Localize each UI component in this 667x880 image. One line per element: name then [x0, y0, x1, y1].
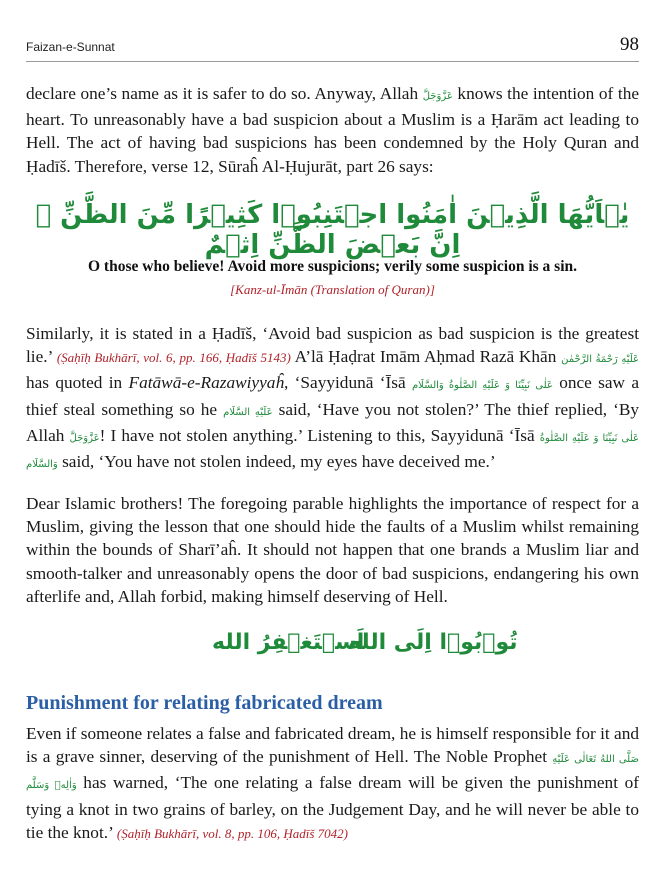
dua-tubu-ilallah: تُوۡبُوۡا اِلَى الله: [348, 630, 518, 655]
hadith-text-7: ! I have not stolen anything.’ Listening to this, Sayyidunā ‘Īsā: [99, 425, 535, 445]
brothers-paragraph: Dear Islamic brothers! The foregoing parable highlights the importance of respect for a Muslim, giving the lesson that one should hide the faults of a Muslim whilst remaining within the bounds of Sharī’aĥ. It should not happen that one brands a Muslim liar and smooth-talker and unreasonably opens the door of bad suspicions, endangering his own afterlife and, Allah forbid, making himself deserving of Hell.: [26, 494, 639, 606]
intro-paragraph: [26, 82, 639, 178]
hadith-text-8: said, ‘You have not stolen indeed, my eyes have deceived me.’: [62, 452, 496, 472]
hadith-reference: (Ṣaḥīḥ Bukhārī, vol. 6, pp. 166, Ḥadīš 5143): [56, 350, 291, 366]
intro-text-1: declare one’s name as it is safer to do so. Anyway, Allah: [26, 84, 419, 103]
honorific-azzawajal: عَزَّوَجَلَّ: [422, 91, 453, 102]
honorific-azzawajal-2: عَزَّوَجَلَّ: [69, 432, 100, 444]
honorific-salam-long: عَلٰى نَبِيِّنَا وَ عَلَيْهِ الصَّلٰوةُ وَالسَّلَام: [411, 380, 553, 392]
header-rule: [26, 61, 639, 62]
dua-astaghfirullah: اَسۡتَغۡفِرُ الله: [212, 630, 365, 655]
honorific-salawat: صَلَّى اللهُ تَعَالٰى عَلَيْهِ وَاٰلِهٖ وَسَلَّم: [26, 754, 639, 792]
section-heading: Punishment for relating fabricated dream: [26, 692, 383, 714]
punishment-reference: (Ṣaḥīḥ Bukhārī, vol. 8, pp. 106, Ḥadīš 7042): [116, 825, 348, 841]
hadith-text-6: said, ‘Have you not stolen?’ The thief replied, ‘By Allah: [26, 399, 640, 445]
verse-citation: [Kanz-ul-Īmān (Translation of Quran)]: [230, 282, 435, 297]
hadith-text-2: A’lā Ḥaḍrat Imām Aḥmad Razā Khān: [294, 347, 557, 367]
punishment-paragraph: [26, 722, 639, 845]
dua-row: [26, 630, 639, 670]
hadith-text-3: has quoted in: [26, 373, 123, 393]
hadith-paragraph: [26, 322, 639, 476]
hadith-text-5: once saw a thief steal something so he: [26, 373, 640, 419]
honorific-salam-long-2: عَلٰى نَبِيِّنَا وَ عَلَيْهِ الصَّلٰوةُ وَالسَّلَام: [26, 432, 639, 471]
quran-verse-arabic: يٰۤاَيُّهَا الَّذِيۡنَ اٰمَنُوا اجۡتَنِبُوۡا كَثِيۡرًا مِّنَ الظَّنِّ ۫ اِنَّ بَعۡضَ الظَّنِّ اِثۡمٌ: [35, 200, 630, 260]
punishment-text-1: Even if someone relates a false and fabricated dream, he is himself responsible for it and is a grave sinner, deserving of the punishment of Hell. The Noble Prophet: [26, 724, 639, 767]
intro-text-2: knows the intention of the heart. To unreasonably have a bad suspicion about a Muslim is a Ḥarām act leading to Hell. The act of having bad suspicions has been condemned by the Holy Quran and Ḥadīš. Therefore, verse 12, Sūraĥ Al-Ḥujurāt, part 26 says:: [26, 84, 640, 176]
verse-translation: O those who believe! Avoid more suspicions; verily some suspicion is a sin.: [88, 258, 577, 275]
hadith-text-4: , ‘Sayyidunā ‘Īsā: [284, 373, 406, 393]
running-title: Faizan-e-Sunnat: [26, 40, 115, 54]
book-title: Fatāwā-e-Razawiyyaĥ: [128, 373, 285, 393]
honorific-rahmah: عَلَيْهِ رَحْمَةُ الرَّحْمٰن: [561, 354, 640, 366]
hadith-text-1: Similarly, it is stated in a Ḥadīš, ‘Avoid bad suspicion as bad suspicion is the greatest lie.’: [26, 324, 639, 367]
page-header: [26, 34, 639, 60]
punishment-text-2: has warned, ‘The one relating a false dream will be given the punishment of tying a knot in two grains of barley, on the Judgement Day, and he will never be able to tie the knot.’: [26, 773, 640, 842]
page-number: 98: [620, 34, 639, 55]
honorific-salam-short: عَلَيْهِ السَّلَام: [223, 406, 273, 418]
